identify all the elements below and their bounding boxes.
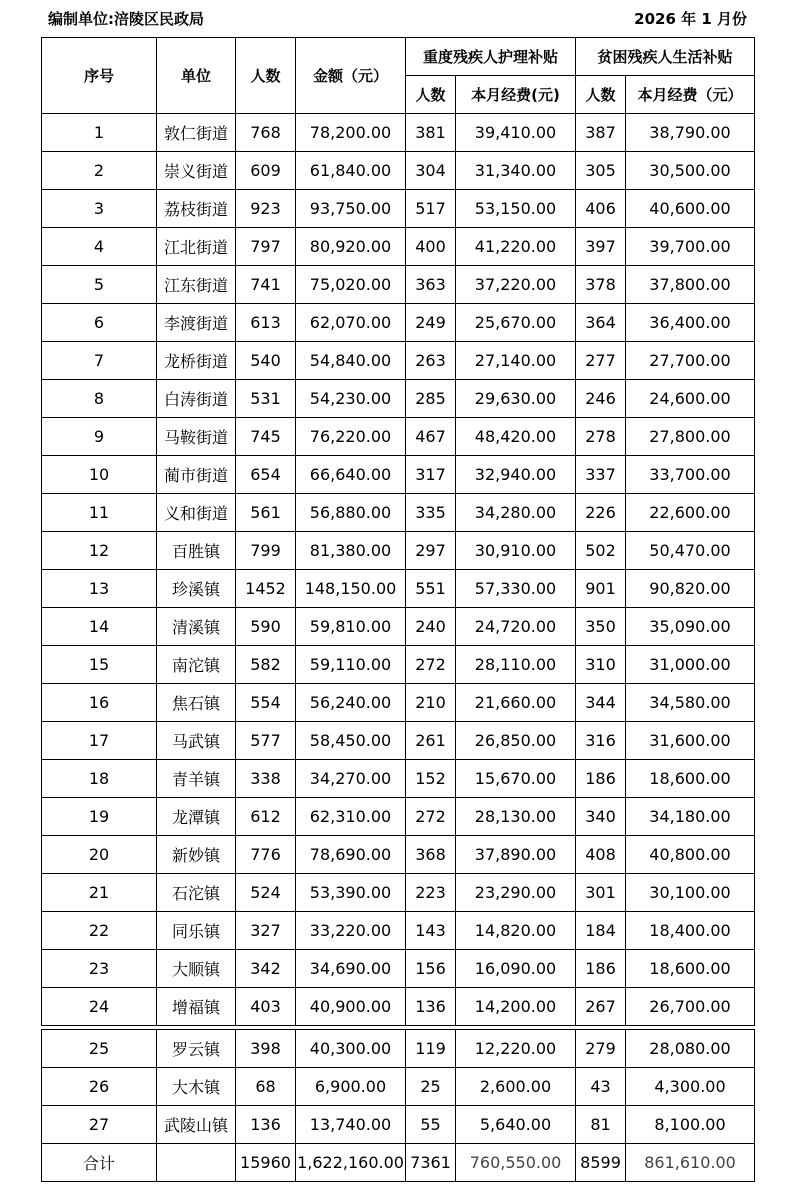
- col-header-index: 序号: [42, 38, 157, 114]
- table-row: [42, 608, 755, 646]
- cell-care-fee: 26,850.00: [456, 722, 576, 760]
- cell-amount: 34,270.00: [296, 760, 406, 798]
- cell-unit: 清溪镇: [157, 608, 236, 646]
- cell-care-count: 272: [406, 646, 456, 684]
- cell-living-count: 310: [576, 646, 626, 684]
- cell-unit: 罗云镇: [157, 1030, 236, 1068]
- cell-unit: 南沱镇: [157, 646, 236, 684]
- cell-count: 338: [236, 760, 296, 798]
- cell-living-fee: 28,080.00: [626, 1030, 755, 1068]
- cell-living-fee: 27,700.00: [626, 342, 755, 380]
- cell-unit: 武陵山镇: [157, 1106, 236, 1144]
- cell-care-count: 119: [406, 1030, 456, 1068]
- cell-count: 799: [236, 532, 296, 570]
- total-label: 合计: [42, 1144, 157, 1182]
- table-row: [42, 760, 755, 798]
- col-header-unit: 单位: [157, 38, 236, 114]
- cell-count: 923: [236, 190, 296, 228]
- cell-living-fee: 50,470.00: [626, 532, 755, 570]
- total-care-fee: 760,550.00: [456, 1144, 576, 1182]
- cell-unit: 义和街道: [157, 494, 236, 532]
- cell-amount: 58,450.00: [296, 722, 406, 760]
- cell-unit: 大顺镇: [157, 950, 236, 988]
- table-row: [42, 304, 755, 342]
- total-living-count: 8599: [576, 1144, 626, 1182]
- cell-amount: 61,840.00: [296, 152, 406, 190]
- cell-living-count: 406: [576, 190, 626, 228]
- cell-count: 403: [236, 988, 296, 1026]
- cell-amount: 62,310.00: [296, 798, 406, 836]
- cell-care-fee: 34,280.00: [456, 494, 576, 532]
- cell-unit: 焦石镇: [157, 684, 236, 722]
- cell-index: 25: [42, 1030, 157, 1068]
- cell-care-count: 400: [406, 228, 456, 266]
- cell-living-count: 350: [576, 608, 626, 646]
- cell-care-fee: 16,090.00: [456, 950, 576, 988]
- cell-count: 741: [236, 266, 296, 304]
- subsidy-table: [41, 37, 755, 1182]
- cell-care-count: 517: [406, 190, 456, 228]
- cell-care-count: 272: [406, 798, 456, 836]
- cell-living-count: 267: [576, 988, 626, 1026]
- cell-amount: 54,840.00: [296, 342, 406, 380]
- cell-care-fee: 15,670.00: [456, 760, 576, 798]
- cell-amount: 56,240.00: [296, 684, 406, 722]
- cell-count: 745: [236, 418, 296, 456]
- cell-amount: 40,300.00: [296, 1030, 406, 1068]
- cell-unit: 同乐镇: [157, 912, 236, 950]
- cell-living-count: 901: [576, 570, 626, 608]
- cell-amount: 59,110.00: [296, 646, 406, 684]
- cell-amount: 148,150.00: [296, 570, 406, 608]
- cell-index: 21: [42, 874, 157, 912]
- cell-unit: 百胜镇: [157, 532, 236, 570]
- cell-care-fee: 39,410.00: [456, 114, 576, 152]
- cell-care-count: 223: [406, 874, 456, 912]
- table-row: [42, 646, 755, 684]
- cell-living-count: 305: [576, 152, 626, 190]
- cell-amount: 76,220.00: [296, 418, 406, 456]
- cell-living-count: 278: [576, 418, 626, 456]
- cell-index: 17: [42, 722, 157, 760]
- cell-care-count: 285: [406, 380, 456, 418]
- cell-unit: 增福镇: [157, 988, 236, 1026]
- cell-living-fee: 35,090.00: [626, 608, 755, 646]
- cell-care-fee: 28,110.00: [456, 646, 576, 684]
- cell-care-count: 381: [406, 114, 456, 152]
- cell-index: 8: [42, 380, 157, 418]
- group-header-care-subsidy: 重度残疾人护理补贴: [406, 38, 576, 76]
- cell-care-count: 368: [406, 836, 456, 874]
- cell-amount: 56,880.00: [296, 494, 406, 532]
- cell-index: 22: [42, 912, 157, 950]
- cell-unit: 李渡街道: [157, 304, 236, 342]
- cell-care-fee: 21,660.00: [456, 684, 576, 722]
- table-row: [42, 950, 755, 988]
- cell-count: 776: [236, 836, 296, 874]
- cell-index: 12: [42, 532, 157, 570]
- cell-care-count: 55: [406, 1106, 456, 1144]
- cell-living-count: 81: [576, 1106, 626, 1144]
- cell-amount: 80,920.00: [296, 228, 406, 266]
- cell-index: 26: [42, 1068, 157, 1106]
- table-row: [42, 1106, 755, 1144]
- table-row: [42, 912, 755, 950]
- table-row: [42, 988, 755, 1026]
- cell-index: 7: [42, 342, 157, 380]
- cell-amount: 62,070.00: [296, 304, 406, 342]
- cell-living-fee: 40,800.00: [626, 836, 755, 874]
- cell-care-count: 156: [406, 950, 456, 988]
- cell-living-count: 344: [576, 684, 626, 722]
- cell-count: 768: [236, 114, 296, 152]
- cell-care-fee: 29,630.00: [456, 380, 576, 418]
- cell-count: 582: [236, 646, 296, 684]
- cell-care-fee: 30,910.00: [456, 532, 576, 570]
- cell-living-fee: 4,300.00: [626, 1068, 755, 1106]
- cell-amount: 34,690.00: [296, 950, 406, 988]
- cell-index: 20: [42, 836, 157, 874]
- cell-living-count: 316: [576, 722, 626, 760]
- cell-amount: 40,900.00: [296, 988, 406, 1026]
- cell-living-fee: 37,800.00: [626, 266, 755, 304]
- cell-living-fee: 30,500.00: [626, 152, 755, 190]
- cell-living-count: 279: [576, 1030, 626, 1068]
- cell-care-fee: 28,130.00: [456, 798, 576, 836]
- cell-unit: 江东街道: [157, 266, 236, 304]
- cell-index: 1: [42, 114, 157, 152]
- cell-unit: 龙潭镇: [157, 798, 236, 836]
- cell-count: 342: [236, 950, 296, 988]
- cell-index: 24: [42, 988, 157, 1026]
- table-row: [42, 836, 755, 874]
- cell-living-fee: 31,000.00: [626, 646, 755, 684]
- table-row: [42, 418, 755, 456]
- total-amount: 1,622,160.00: [296, 1144, 406, 1182]
- table-row: [42, 722, 755, 760]
- col-header-care-count: 人数: [406, 76, 456, 114]
- cell-amount: 13,740.00: [296, 1106, 406, 1144]
- cell-care-fee: 25,670.00: [456, 304, 576, 342]
- cell-count: 68: [236, 1068, 296, 1106]
- cell-index: 9: [42, 418, 157, 456]
- table-row: [42, 456, 755, 494]
- cell-unit: 白涛街道: [157, 380, 236, 418]
- table-row: [42, 494, 755, 532]
- cell-care-count: 263: [406, 342, 456, 380]
- cell-unit: 马鞍街道: [157, 418, 236, 456]
- cell-index: 27: [42, 1106, 157, 1144]
- cell-count: 654: [236, 456, 296, 494]
- total-unit: [157, 1144, 236, 1182]
- table-row: [42, 380, 755, 418]
- cell-living-count: 186: [576, 760, 626, 798]
- cell-count: 531: [236, 380, 296, 418]
- cell-living-count: 378: [576, 266, 626, 304]
- cell-index: 15: [42, 646, 157, 684]
- group-header-living-subsidy: 贫困残疾人生活补贴: [576, 38, 755, 76]
- cell-living-count: 246: [576, 380, 626, 418]
- cell-unit: 新妙镇: [157, 836, 236, 874]
- cell-living-fee: 38,790.00: [626, 114, 755, 152]
- cell-index: 13: [42, 570, 157, 608]
- cell-count: 1452: [236, 570, 296, 608]
- cell-index: 2: [42, 152, 157, 190]
- cell-living-fee: 31,600.00: [626, 722, 755, 760]
- cell-care-count: 136: [406, 988, 456, 1026]
- table-row: [42, 228, 755, 266]
- cell-amount: 53,390.00: [296, 874, 406, 912]
- cell-count: 609: [236, 152, 296, 190]
- cell-care-count: 335: [406, 494, 456, 532]
- cell-count: 398: [236, 1030, 296, 1068]
- table-row: [42, 798, 755, 836]
- cell-index: 14: [42, 608, 157, 646]
- cell-care-count: 467: [406, 418, 456, 456]
- cell-care-count: 249: [406, 304, 456, 342]
- cell-care-fee: 48,420.00: [456, 418, 576, 456]
- cell-care-fee: 12,220.00: [456, 1030, 576, 1068]
- cell-amount: 54,230.00: [296, 380, 406, 418]
- table-body: [42, 114, 755, 1182]
- table-row: [42, 114, 755, 152]
- col-header-amount: 金额（元）: [296, 38, 406, 114]
- cell-living-count: 397: [576, 228, 626, 266]
- cell-count: 554: [236, 684, 296, 722]
- table-row: [42, 1030, 755, 1068]
- cell-care-fee: 57,330.00: [456, 570, 576, 608]
- cell-living-count: 184: [576, 912, 626, 950]
- cell-care-count: 304: [406, 152, 456, 190]
- cell-amount: 81,380.00: [296, 532, 406, 570]
- cell-index: 19: [42, 798, 157, 836]
- cell-living-fee: 26,700.00: [626, 988, 755, 1026]
- cell-living-count: 340: [576, 798, 626, 836]
- cell-care-fee: 14,820.00: [456, 912, 576, 950]
- cell-care-fee: 41,220.00: [456, 228, 576, 266]
- cell-unit: 江北街道: [157, 228, 236, 266]
- table-row: [42, 1068, 755, 1106]
- cell-care-fee: 31,340.00: [456, 152, 576, 190]
- cell-care-count: 143: [406, 912, 456, 950]
- total-living-fee: 861,610.00: [626, 1144, 755, 1182]
- cell-living-count: 301: [576, 874, 626, 912]
- cell-living-count: 277: [576, 342, 626, 380]
- cell-index: 10: [42, 456, 157, 494]
- cell-unit: 敦仁街道: [157, 114, 236, 152]
- table-row: [42, 152, 755, 190]
- cell-living-fee: 18,600.00: [626, 950, 755, 988]
- cell-care-count: 240: [406, 608, 456, 646]
- table-row: [42, 532, 755, 570]
- cell-living-fee: 24,600.00: [626, 380, 755, 418]
- cell-care-fee: 23,290.00: [456, 874, 576, 912]
- cell-index: 11: [42, 494, 157, 532]
- table-row: [42, 570, 755, 608]
- cell-living-fee: 36,400.00: [626, 304, 755, 342]
- cell-living-count: 502: [576, 532, 626, 570]
- cell-care-fee: 2,600.00: [456, 1068, 576, 1106]
- total-care-count: 7361: [406, 1144, 456, 1182]
- cell-living-fee: 22,600.00: [626, 494, 755, 532]
- cell-living-fee: 40,600.00: [626, 190, 755, 228]
- cell-count: 613: [236, 304, 296, 342]
- col-header-living-fee: 本月经费（元）: [626, 76, 755, 114]
- cell-care-fee: 37,890.00: [456, 836, 576, 874]
- total-row: [42, 1144, 755, 1182]
- cell-care-count: 363: [406, 266, 456, 304]
- cell-unit: 石沱镇: [157, 874, 236, 912]
- cell-amount: 78,200.00: [296, 114, 406, 152]
- cell-unit: 大木镇: [157, 1068, 236, 1106]
- cell-count: 612: [236, 798, 296, 836]
- cell-unit: 荔枝街道: [157, 190, 236, 228]
- table-header: [42, 38, 755, 114]
- cell-living-fee: 90,820.00: [626, 570, 755, 608]
- cell-count: 797: [236, 228, 296, 266]
- cell-count: 327: [236, 912, 296, 950]
- col-header-count: 人数: [236, 38, 296, 114]
- cell-count: 540: [236, 342, 296, 380]
- cell-count: 577: [236, 722, 296, 760]
- organization-label: 编制单位:涪陵区民政局: [48, 10, 204, 28]
- table-row: [42, 266, 755, 304]
- period-label: 2026 年 1 月份: [634, 10, 747, 28]
- cell-living-count: 186: [576, 950, 626, 988]
- cell-amount: 78,690.00: [296, 836, 406, 874]
- cell-care-fee: 14,200.00: [456, 988, 576, 1026]
- cell-living-count: 408: [576, 836, 626, 874]
- cell-index: 6: [42, 304, 157, 342]
- cell-count: 524: [236, 874, 296, 912]
- cell-index: 16: [42, 684, 157, 722]
- cell-living-fee: 33,700.00: [626, 456, 755, 494]
- cell-care-count: 551: [406, 570, 456, 608]
- col-header-care-fee: 本月经费(元): [456, 76, 576, 114]
- cell-care-count: 25: [406, 1068, 456, 1106]
- cell-care-count: 297: [406, 532, 456, 570]
- cell-count: 561: [236, 494, 296, 532]
- cell-care-count: 261: [406, 722, 456, 760]
- cell-care-fee: 5,640.00: [456, 1106, 576, 1144]
- cell-care-fee: 53,150.00: [456, 190, 576, 228]
- cell-amount: 59,810.00: [296, 608, 406, 646]
- cell-amount: 75,020.00: [296, 266, 406, 304]
- cell-care-count: 210: [406, 684, 456, 722]
- cell-unit: 珍溪镇: [157, 570, 236, 608]
- cell-living-count: 387: [576, 114, 626, 152]
- cell-care-fee: 37,220.00: [456, 266, 576, 304]
- cell-count: 590: [236, 608, 296, 646]
- cell-index: 3: [42, 190, 157, 228]
- cell-unit: 青羊镇: [157, 760, 236, 798]
- cell-amount: 66,640.00: [296, 456, 406, 494]
- total-count: 15960: [236, 1144, 296, 1182]
- table-row: [42, 342, 755, 380]
- col-header-living-count: 人数: [576, 76, 626, 114]
- table-row: [42, 874, 755, 912]
- cell-amount: 93,750.00: [296, 190, 406, 228]
- cell-unit: 崇义街道: [157, 152, 236, 190]
- cell-amount: 33,220.00: [296, 912, 406, 950]
- cell-care-fee: 32,940.00: [456, 456, 576, 494]
- cell-living-fee: 18,600.00: [626, 760, 755, 798]
- cell-living-fee: 39,700.00: [626, 228, 755, 266]
- cell-living-fee: 34,180.00: [626, 798, 755, 836]
- cell-count: 136: [236, 1106, 296, 1144]
- cell-index: 4: [42, 228, 157, 266]
- cell-care-count: 317: [406, 456, 456, 494]
- cell-index: 23: [42, 950, 157, 988]
- cell-living-fee: 8,100.00: [626, 1106, 755, 1144]
- cell-care-count: 152: [406, 760, 456, 798]
- cell-amount: 6,900.00: [296, 1068, 406, 1106]
- cell-living-count: 337: [576, 456, 626, 494]
- cell-living-fee: 18,400.00: [626, 912, 755, 950]
- cell-living-count: 226: [576, 494, 626, 532]
- cell-living-fee: 27,800.00: [626, 418, 755, 456]
- cell-living-fee: 34,580.00: [626, 684, 755, 722]
- table-row: [42, 684, 755, 722]
- cell-care-fee: 27,140.00: [456, 342, 576, 380]
- cell-living-fee: 30,100.00: [626, 874, 755, 912]
- cell-index: 5: [42, 266, 157, 304]
- cell-unit: 龙桥街道: [157, 342, 236, 380]
- cell-living-count: 43: [576, 1068, 626, 1106]
- cell-living-count: 364: [576, 304, 626, 342]
- cell-index: 18: [42, 760, 157, 798]
- cell-care-fee: 24,720.00: [456, 608, 576, 646]
- cell-unit: 蔺市街道: [157, 456, 236, 494]
- table-row: [42, 190, 755, 228]
- cell-unit: 马武镇: [157, 722, 236, 760]
